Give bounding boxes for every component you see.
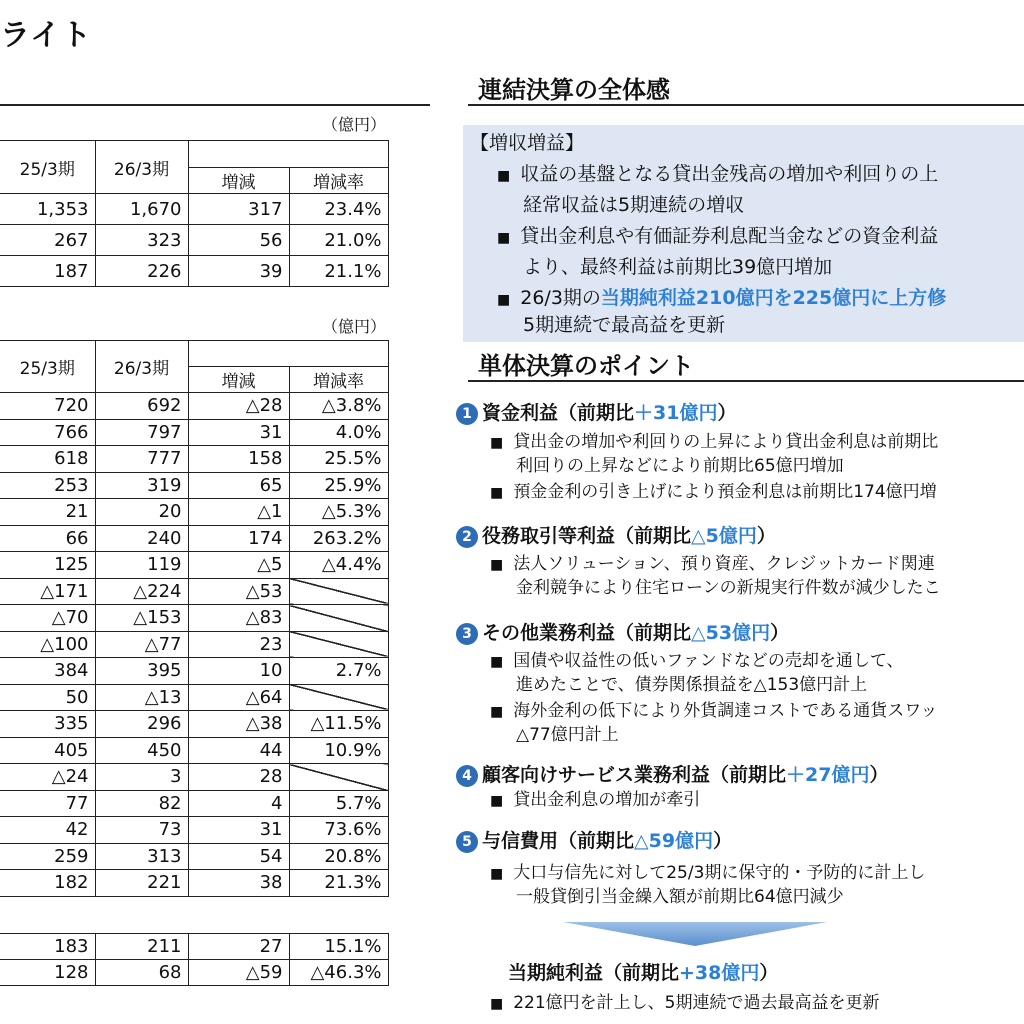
table-row (0, 870, 388, 897)
table-cell: 221 (95, 870, 188, 897)
table-cell: 317 (188, 194, 289, 225)
table-cell: 263.2% (289, 525, 388, 552)
highlight-text: 当期純利益210億円を225億円に上方修 (600, 287, 947, 309)
point-1-line: ■ 貸出金の増加や利回りの上昇により貸出金利息は前期比 (490, 432, 939, 452)
table-cell: 4 (188, 790, 289, 817)
table-cell: 56 (188, 225, 289, 256)
col-header-diff: 増減 (188, 168, 289, 194)
table-cell: △53 (188, 578, 289, 605)
col-header-2503: 25/3期 (0, 141, 95, 194)
table-row (0, 256, 388, 287)
box-tag: 【増収増益】 (470, 132, 585, 154)
point-2-line: 金利競争により住宅ローンの新規実行件数が減少したこ (516, 578, 941, 598)
table-cell: △38 (188, 711, 289, 738)
table-cell: 44 (188, 737, 289, 764)
table-row (0, 525, 388, 552)
table-row (0, 552, 388, 579)
point-3-line: 進めたことで、債券関係損益を△153億円計上 (516, 675, 868, 695)
table-row (0, 499, 388, 526)
table-cell: 692 (95, 393, 188, 420)
col-header-2603: 26/3期 (95, 341, 188, 393)
table-row (0, 472, 388, 499)
table-cell: 54 (188, 843, 289, 870)
section-rule (468, 380, 1024, 382)
table-cell: 73 (95, 817, 188, 844)
table-cell: 31 (188, 419, 289, 446)
point-5-line: 一般貸倒引当金繰入額が前期比64億円減少 (516, 887, 844, 907)
table-row (0, 393, 388, 420)
number-1-icon: 1 (456, 403, 478, 425)
bullet-2-cont: より、最終利益は前期比39億円増加 (523, 256, 833, 278)
table-cell: 25.5% (289, 446, 388, 473)
standalone-table (0, 340, 389, 897)
table-row (0, 605, 388, 632)
table-row (0, 684, 388, 711)
point-4-line: ■ 貸出金利息の増加が牽引 (490, 790, 701, 810)
bullet-3: ■ 26/3期の当期純利益210億円を225億円に上方修 (497, 287, 947, 309)
table-cell-na (289, 764, 388, 791)
table-cell: 259 (0, 843, 95, 870)
table-cell: 766 (0, 419, 95, 446)
table-cell: △3.8% (289, 393, 388, 420)
table-cell: △11.5% (289, 711, 388, 738)
table-cell: 73.6% (289, 817, 388, 844)
bullet-2: ■ 貸出金利息や有価証券利息配当金などの資金利益 (497, 225, 939, 247)
table-cell: 174 (188, 525, 289, 552)
table-cell: 4.0% (289, 419, 388, 446)
table-cell: △28 (188, 393, 289, 420)
table-cell: 23.4% (289, 194, 388, 225)
table-cell: 21.1% (289, 256, 388, 287)
table-row (0, 658, 388, 685)
down-arrow-icon (563, 922, 827, 946)
standalone-title: 単体決算のポイント (478, 352, 694, 380)
table-cell-na (289, 578, 388, 605)
table-cell: 31 (188, 817, 289, 844)
net-income-heading: 当期純利益（前期比+38億円） (508, 962, 779, 984)
table-cell: 405 (0, 737, 95, 764)
consolidated-title: 連結決算の全体感 (478, 76, 670, 104)
table-cell: △153 (95, 605, 188, 632)
table-row (0, 631, 388, 658)
table-cell: 240 (95, 525, 188, 552)
table-cell: △224 (95, 578, 188, 605)
table-cell: 158 (188, 446, 289, 473)
table-row (0, 737, 388, 764)
table-cell: △24 (0, 764, 95, 791)
table-cell: 21 (0, 499, 95, 526)
col-header-diff: 増減 (188, 367, 289, 393)
table-cell: △83 (188, 605, 289, 632)
table-row (0, 764, 388, 791)
point-3-line: ■ 海外金利の低下により外貨調達コストである通貨スワッ (490, 701, 938, 721)
table-cell-na (289, 684, 388, 711)
table-cell: 21.3% (289, 870, 388, 897)
table-cell: △100 (0, 631, 95, 658)
table-cell: △5.3% (289, 499, 388, 526)
table-cell: 797 (95, 419, 188, 446)
table-cell: 5.7% (289, 790, 388, 817)
point-1-heading: 1 資金利益（前期比＋31億円） (456, 398, 736, 425)
table-row (0, 790, 388, 817)
table-cell: 226 (95, 256, 188, 287)
table-cell: 182 (0, 870, 95, 897)
table-cell: 335 (0, 711, 95, 738)
col-header-rate: 増減率 (289, 367, 388, 393)
table-cell: 267 (0, 225, 95, 256)
table-cell: 3 (95, 764, 188, 791)
table-cell: 66 (0, 525, 95, 552)
point-5-line: ■ 大口与信先に対して25/3期に保守的・予防的に計上し (490, 863, 926, 883)
number-5-icon: 5 (456, 831, 478, 853)
table-cell: 39 (188, 256, 289, 287)
section-rule (0, 104, 430, 106)
table-cell: 618 (0, 446, 95, 473)
table-row (0, 960, 388, 986)
table-cell-na (289, 631, 388, 658)
table-cell: 27 (188, 934, 289, 960)
col-header-rate: 増減率 (289, 168, 388, 194)
table-cell: 125 (0, 552, 95, 579)
col-header-spacer (188, 141, 388, 168)
table-row (0, 446, 388, 473)
table-row (0, 194, 388, 225)
point-2-heading: 2 役務取引等利益（前期比△5億円） (456, 521, 776, 548)
point-2-line: ■ 法人ソリューション、預り資産、クレジットカード関連 (490, 554, 935, 574)
table-cell: 2.7% (289, 658, 388, 685)
point-5-heading: 5 与信費用（前期比△59億円） (456, 826, 732, 853)
table-cell: 42 (0, 817, 95, 844)
table-cell: 313 (95, 843, 188, 870)
table-cell: 296 (95, 711, 188, 738)
table-cell: 50 (0, 684, 95, 711)
number-3-icon: 3 (456, 623, 478, 645)
unit-label: （億円） (322, 115, 387, 134)
point-3-line: △77億円計上 (516, 725, 619, 745)
col-header-spacer (188, 341, 388, 367)
table-cell: △46.3% (289, 960, 388, 986)
net-income-table (0, 933, 389, 986)
table-cell: △13 (95, 684, 188, 711)
point-1-line: ■ 預金金利の引き上げにより預金利息は前期比174億円増 (490, 482, 937, 502)
number-4-icon: 4 (456, 765, 478, 787)
table-cell: △77 (95, 631, 188, 658)
table-cell-na (289, 605, 388, 632)
unit-label: （億円） (322, 317, 387, 336)
table-cell: 384 (0, 658, 95, 685)
summary-table-1 (0, 140, 389, 287)
table-cell: △59 (188, 960, 289, 986)
table-cell: 28 (188, 764, 289, 791)
col-header-2603: 26/3期 (95, 141, 188, 194)
table-cell: 777 (95, 446, 188, 473)
table-cell: 10 (188, 658, 289, 685)
net-income-line: ■ 221億円を計上し、5期連続で過去最高益を更新 (490, 993, 880, 1013)
table-row (0, 843, 388, 870)
table-cell: 211 (95, 934, 188, 960)
page-title: ライト (0, 18, 93, 53)
table-cell: 253 (0, 472, 95, 499)
table-row (0, 225, 388, 256)
bullet-3-cont: 5期連続で最高益を更新 (523, 314, 726, 336)
table-cell: 77 (0, 790, 95, 817)
point-3-line: ■ 国債や収益性の低いファンドなどの売却を通して、 (490, 651, 904, 671)
table-cell: 1,353 (0, 194, 95, 225)
table-cell: 450 (95, 737, 188, 764)
table-cell: △1 (188, 499, 289, 526)
col-header-2503: 25/3期 (0, 341, 95, 393)
section-rule (468, 104, 1024, 106)
point-3-heading: 3 その他業務利益（前期比△53億円） (456, 618, 789, 645)
bullet-1: ■ 収益の基盤となる貸出金残高の増加や利回りの上 (497, 163, 939, 185)
table-cell: 20.8% (289, 843, 388, 870)
table-cell: 20 (95, 499, 188, 526)
table-row (0, 711, 388, 738)
table-row (0, 934, 388, 960)
table-cell: 323 (95, 225, 188, 256)
table-cell: 65 (188, 472, 289, 499)
table-cell: 395 (95, 658, 188, 685)
table-cell: △171 (0, 578, 95, 605)
table-cell: 23 (188, 631, 289, 658)
table-cell: △70 (0, 605, 95, 632)
number-2-icon: 2 (456, 526, 478, 548)
table-cell: △64 (188, 684, 289, 711)
table-row (0, 817, 388, 844)
table-cell: △5 (188, 552, 289, 579)
table-cell: 15.1% (289, 934, 388, 960)
table-cell: 82 (95, 790, 188, 817)
table-row (0, 419, 388, 446)
table-cell: △4.4% (289, 552, 388, 579)
point-1-line: 利回りの上昇などにより前期比65億円増加 (516, 456, 844, 476)
table-row (0, 578, 388, 605)
table-cell: 183 (0, 934, 95, 960)
table-cell: 38 (188, 870, 289, 897)
table-cell: 187 (0, 256, 95, 287)
table-cell: 119 (95, 552, 188, 579)
bullet-1-cont: 経常収益は5期連続の増収 (523, 194, 745, 216)
table-cell: 128 (0, 960, 95, 986)
table-cell: 25.9% (289, 472, 388, 499)
table-cell: 21.0% (289, 225, 388, 256)
table-cell: 68 (95, 960, 188, 986)
point-4-heading: 4 顧客向けサービス業務利益（前期比＋27億円） (456, 760, 888, 787)
table-cell: 720 (0, 393, 95, 420)
table-cell: 10.9% (289, 737, 388, 764)
table-cell: 1,670 (95, 194, 188, 225)
table-cell: 319 (95, 472, 188, 499)
